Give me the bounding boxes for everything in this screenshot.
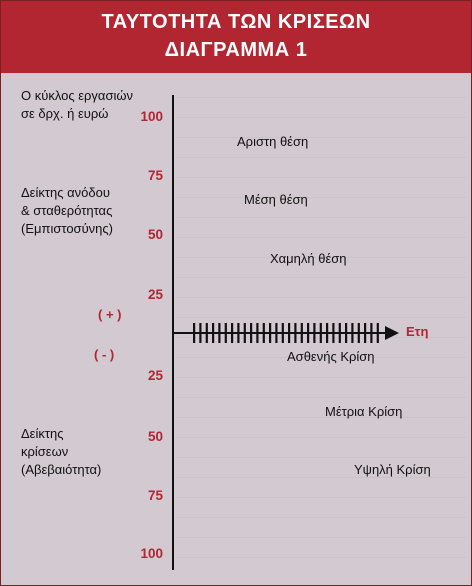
texture-line [176,217,466,218]
crisis-label-line-1: Δείκτης [21,426,64,441]
year-tick [275,323,277,343]
header-banner [1,1,471,73]
tick-upper-25: 25 [147,287,163,302]
year-tick [231,323,233,343]
texture-line [176,317,466,318]
tick-lower-25: 25 [147,368,163,383]
year-tick [358,323,360,343]
tick-lower-100: 100 [140,546,163,561]
negative-sign: ( - ) [94,347,115,362]
years-axis-label: Ετη [406,324,429,339]
year-tick [250,323,252,343]
year-tick [364,323,366,343]
cycle-label-line-2: σε δρχ. ή ευρώ [21,106,109,121]
title-line-2: ΔΙΑΓΡΑΜΜΑ 1 [164,39,308,61]
texture-line [176,437,466,438]
growth-label-line-1: Δείκτης ανόδου [21,185,110,200]
year-ticks [191,323,381,343]
year-tick [282,323,284,343]
zone-mid-position: Μέση θέση [244,192,308,207]
year-tick [199,323,201,343]
texture-line [176,237,466,238]
texture-line [176,297,466,298]
zone-high-crisis: Υψηλή Κρίση [354,462,431,477]
year-tick [193,323,195,343]
year-tick [301,323,303,343]
texture-line [176,117,466,118]
texture-line [176,137,466,138]
year-tick [313,323,315,343]
cycle-label-line-1: Ο κύκλος εργασιών [21,88,134,103]
year-tick [320,323,322,343]
arrow-head-icon [385,326,399,340]
year-tick [237,323,239,343]
crisis-label-line-3: (Αβεβαιότητα) [21,462,102,477]
year-tick [269,323,271,343]
year-tick [256,323,258,343]
texture-line [176,497,466,498]
year-tick [370,323,372,343]
year-tick [218,323,220,343]
texture-line [176,197,466,198]
year-tick [339,323,341,343]
texture-line [176,177,466,178]
growth-label-line-2: & σταθερότητας [21,203,113,218]
texture-line [176,157,466,158]
texture-line [176,417,466,418]
year-tick [294,323,296,343]
zone-weak-crisis: Ασθενής Κρίση [287,349,375,364]
tick-upper-75: 75 [147,168,163,183]
growth-index-label [21,184,113,238]
tick-upper-50: 50 [147,227,163,242]
tick-upper-100: 100 [140,109,163,124]
cycle-label [21,87,133,123]
year-tick [288,323,290,343]
texture-line [176,537,466,538]
year-tick [332,323,334,343]
zone-best-position: Αριστη θέση [237,134,309,149]
year-tick [225,323,227,343]
texture-line [176,457,466,458]
year-tick [263,323,265,343]
texture-line [176,557,466,558]
year-tick [377,323,379,343]
year-tick [212,323,214,343]
texture-line [176,277,466,278]
texture-line [176,397,466,398]
tick-lower-50: 50 [147,429,163,444]
texture-line [176,517,466,518]
year-tick [326,323,328,343]
crisis-index-label [21,425,101,479]
year-tick [244,323,246,343]
year-tick [345,323,347,343]
growth-label-line-3: (Εμπιστοσύνης) [21,221,114,236]
texture-line [176,377,466,378]
title-line-1: ΤΑΥΤΟΤΗΤΑ ΤΩΝ ΚΡΙΣΕΩΝ [101,11,371,33]
year-tick [307,323,309,343]
year-tick [206,323,208,343]
positive-sign: ( + ) [98,307,122,322]
year-tick [351,323,353,343]
tick-lower-75: 75 [147,488,163,503]
texture-line [176,97,466,98]
texture-line [176,477,466,478]
crisis-label-line-2: κρίσεων [21,444,69,459]
zone-moderate-crisis: Μέτρια Κρίση [325,404,403,419]
zone-low-position: Χαμηλή θέση [270,251,347,266]
